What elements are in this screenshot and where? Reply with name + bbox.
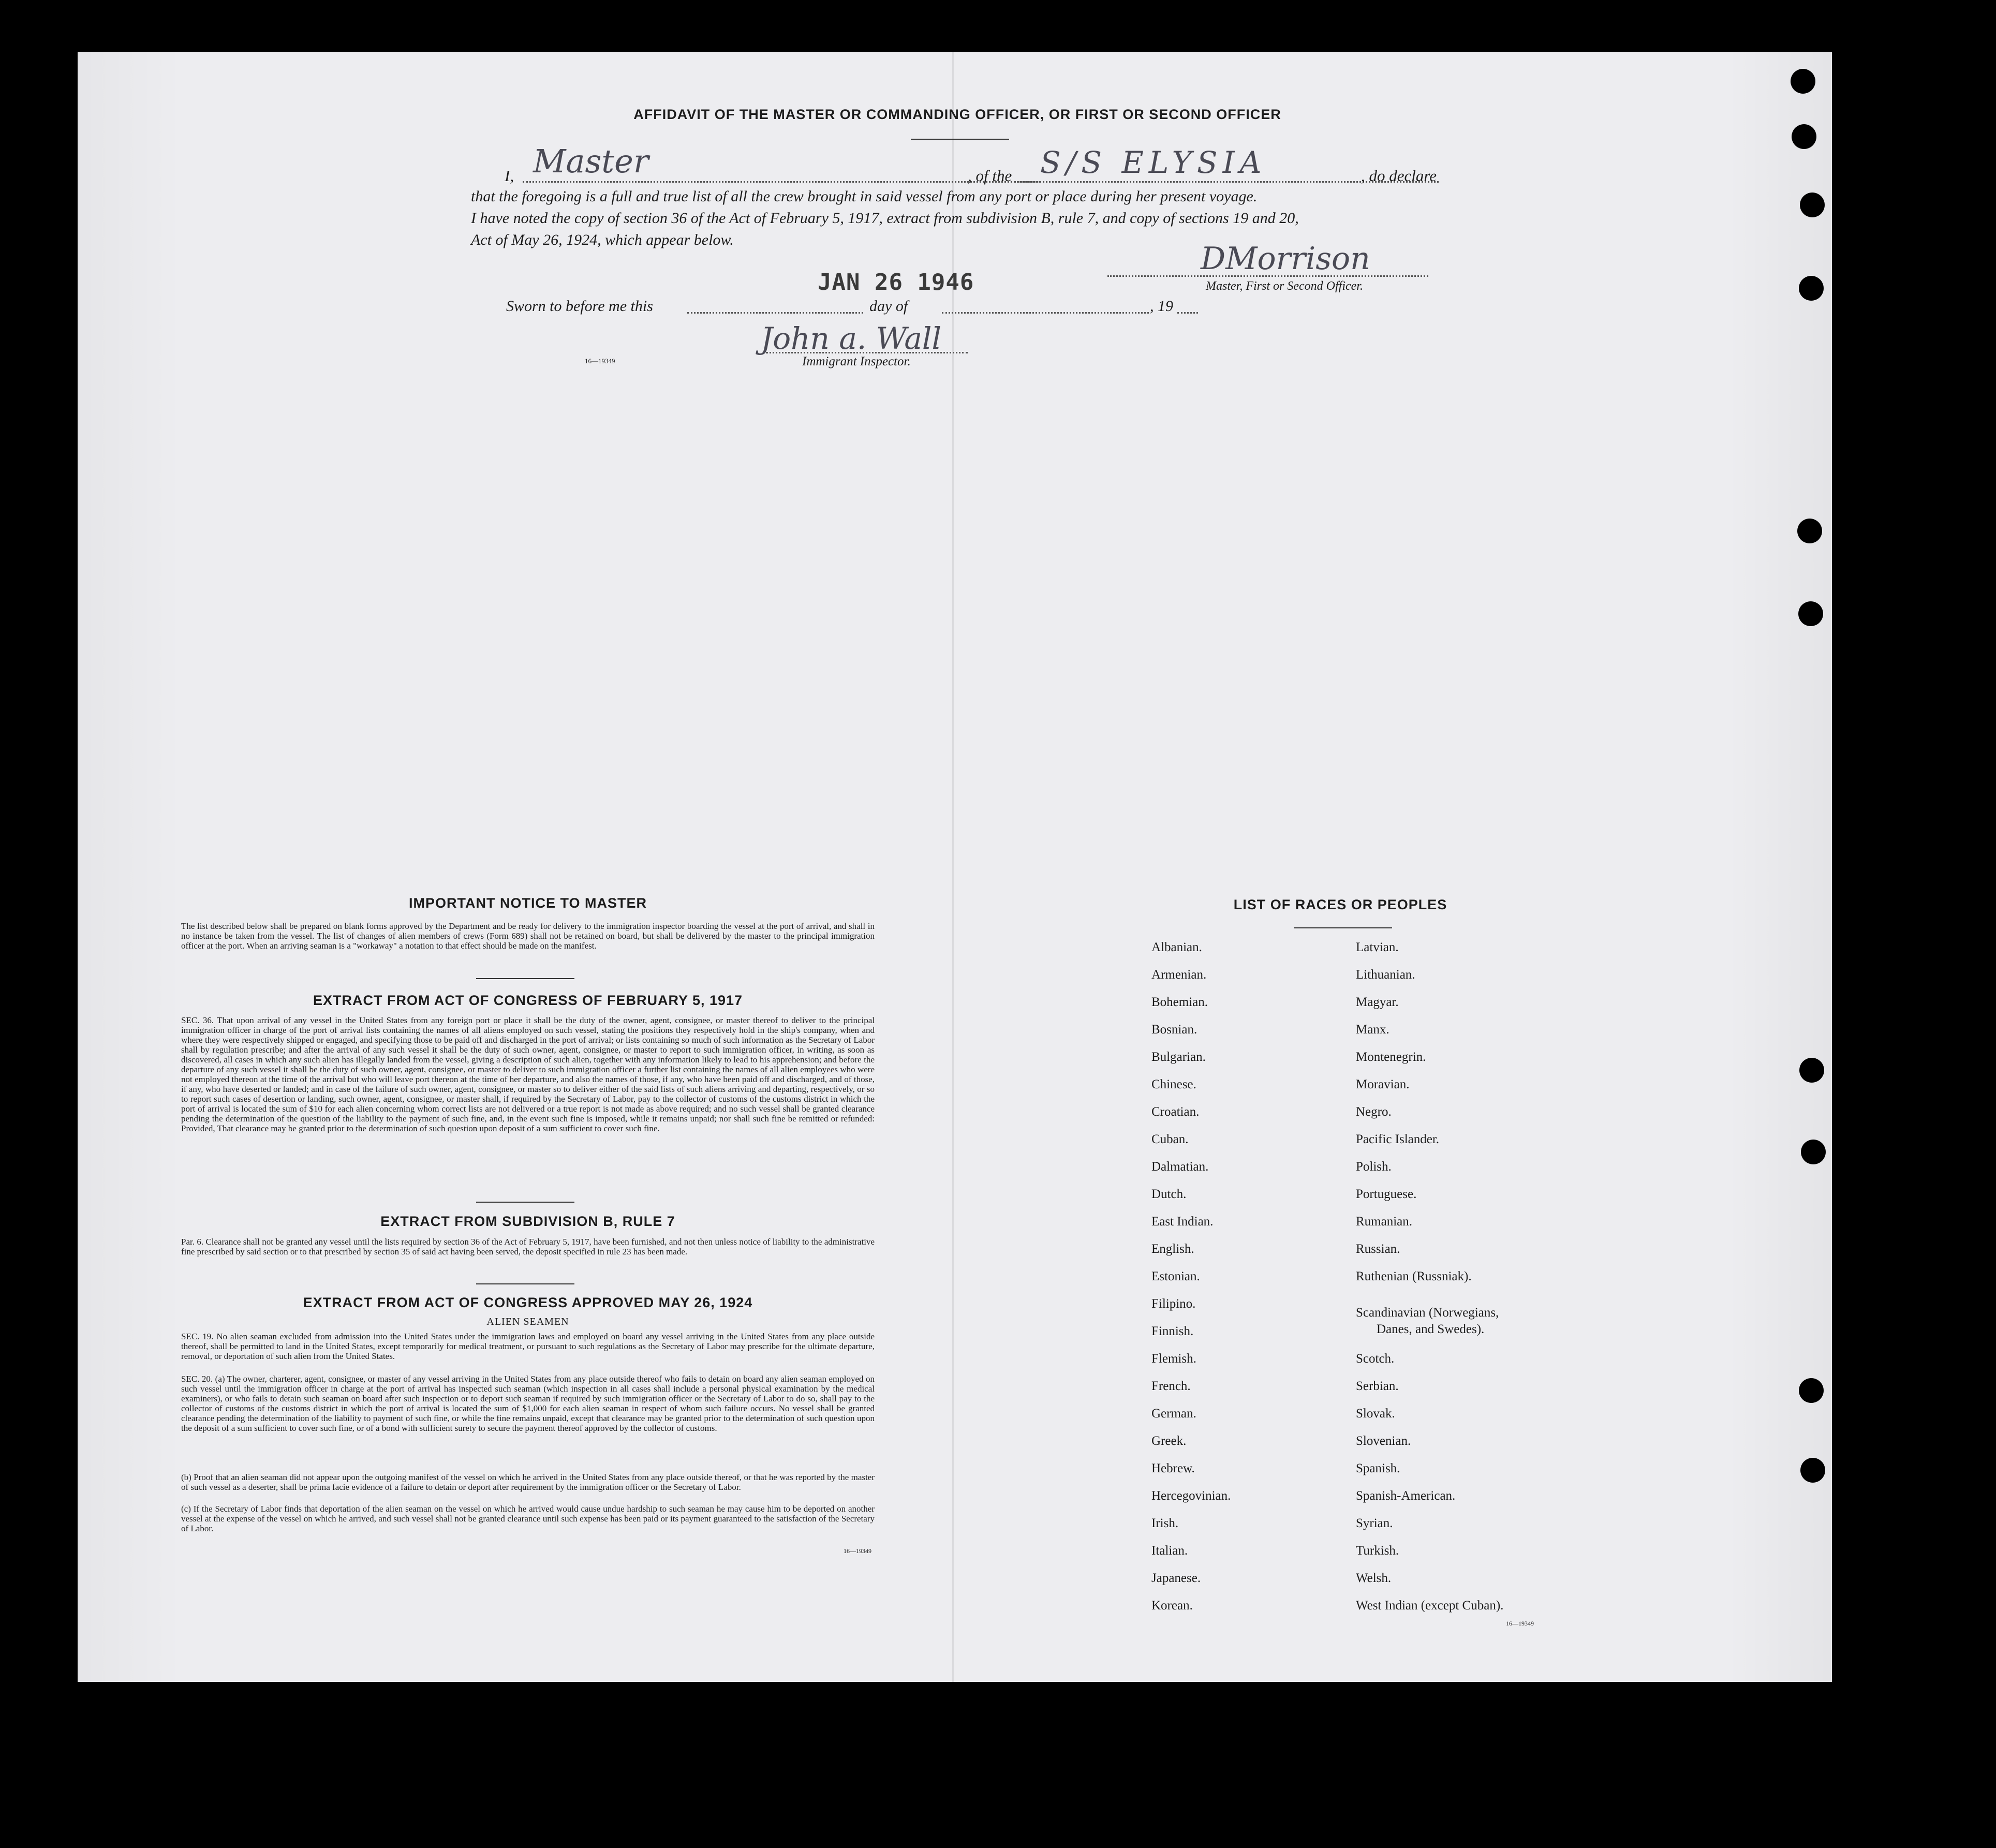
affidavit-line-2: that the foregoing is a full and true list of all the crew brought in said vessel from any port or place during her present voyage. <box>471 188 1258 205</box>
extract-1924-form-number: 16—19349 <box>844 1547 871 1555</box>
race-item: Scandinavian (Norwegians, <box>1356 1306 1499 1320</box>
race-item: Negro. <box>1356 1105 1392 1119</box>
race-item: English. <box>1151 1242 1194 1256</box>
extract-1917-rule <box>476 1202 574 1203</box>
subdivision-b-rule <box>476 1283 574 1284</box>
notice-rule <box>476 978 574 979</box>
race-item: Portuguese. <box>1356 1187 1417 1201</box>
punch-hole <box>1799 1058 1824 1083</box>
punch-hole <box>1797 519 1822 543</box>
race-item: East Indian. <box>1151 1215 1214 1229</box>
notice-body: The list described below shall be prepared on blank forms approved by the Department and be ready for delivery to the immigration inspector boarding the vessel at the port of arrival, and shall in no instance be taken from the vessel. The list of changes of alien members of crews (Form 689) shall not be retained on board, but shall be delivered by the master to the principal immigration officer at the port. When an arriving seaman is a "workaway" a notation to that effect should be made on the manifest. <box>181 921 875 951</box>
race-item: Serbian. <box>1356 1379 1399 1393</box>
inspector-signature-line <box>766 352 968 353</box>
punch-hole <box>1801 1140 1826 1164</box>
race-item: Chinese. <box>1151 1077 1196 1091</box>
race-item: Montenegrin. <box>1356 1050 1426 1064</box>
notice-title: IMPORTANT NOTICE TO MASTER <box>409 895 647 911</box>
race-item: Latvian. <box>1356 940 1399 954</box>
race-item: Estonian. <box>1151 1269 1200 1283</box>
title-rule <box>911 139 1009 140</box>
affidavit-line-4: Act of May 26, 1924, which appear below. <box>471 231 734 248</box>
race-item: West Indian (except Cuban). <box>1356 1599 1504 1613</box>
inspector-caption: Immigrant Inspector. <box>802 354 911 368</box>
races-form-number: 16—19349 <box>1506 1620 1534 1627</box>
affidavit-form-number: 16—19349 <box>585 357 615 365</box>
sworn-label: Sworn to before me this <box>506 298 653 315</box>
extract-1924-subtitle: ALIEN SEAMEN <box>486 1316 569 1327</box>
sworn-month-line <box>942 312 1149 314</box>
race-item: Spanish-American. <box>1356 1489 1456 1503</box>
punch-hole <box>1799 276 1824 301</box>
punch-hole <box>1798 601 1823 626</box>
handwritten-vessel: S/S ELYSIA <box>1040 145 1267 180</box>
race-item: Korean. <box>1151 1599 1193 1613</box>
race-item: Polish. <box>1356 1160 1392 1174</box>
punch-hole <box>1799 1378 1824 1403</box>
race-item: Syrian. <box>1356 1516 1393 1530</box>
extract-1924-title: EXTRACT FROM ACT OF CONGRESS APPROVED MAY 26, 1924 <box>303 1295 753 1310</box>
race-item: Dutch. <box>1151 1187 1187 1201</box>
race-item: Lithuanian. <box>1356 968 1415 982</box>
center-fold <box>952 52 954 1682</box>
date-stamp: JAN 26 1946 <box>818 269 974 295</box>
races-rule <box>1294 927 1392 928</box>
race-item: Welsh. <box>1356 1571 1392 1585</box>
race-item: Pacific Islander. <box>1356 1132 1440 1146</box>
extract-1924-sec20b: (b) Proof that an alien seaman did not appear upon the outgoing manifest of the vessel on which he arrived in the United States from any place outside thereof, or that he was reported by the master of such vessel as a deserter, shall be prima facie evidence of a failure to detain or deport after requirement by the immigration officer or the Secretary of Labor. <box>181 1472 875 1492</box>
race-item: Filipino. <box>1151 1297 1196 1311</box>
race-item: German. <box>1151 1407 1196 1421</box>
year-prefix-label: , 19 <box>1150 298 1173 315</box>
day-of-label: day of <box>869 298 908 315</box>
extract-1924-sec20a: SEC. 20. (a) The owner, charterer, agent, consignee, or master of any vessel arriving in the United States from any place outside thereof who fails to detain on board any alien seaman employed on such vessel until the immigration officer in charge at the port of arrival has inspected such seaman (which inspection in all cases shall include a personal physical examination by the medical examiners), or who fails to detain such seaman on board after such inspection or to deport such seaman if required by such immigration officer or the Secretary of Labor to do so, shall pay to the collector of customs of the customs district in which the port of arrival is located the sum of $1,000 for each alien seaman in respect of whom such failure occurs. No vessel shall be granted clearance pending the determination of the liability to payment of such fine, or while the fine remains unpaid, except that clearance may be granted prior to the determination of such question upon the deposit of a sum sufficient to cover such fine, or of a bond with sufficient surety to secure the payment thereof approved by the collector of customs. <box>181 1374 875 1433</box>
race-item: Dalmatian. <box>1151 1160 1209 1174</box>
form-page <box>78 52 1832 1682</box>
extract-1917-body: SEC. 36. That upon arrival of any vessel in the United States from any foreign port or place it shall be the duty of the owner, agent, consignee, or master thereof to deliver to the principal immigration officer in charge of the port of arrival lists containing the names of all aliens employed on such vessel, stating the positions they respectively hold in the ship's company, when and where they were respectively shipped or engaged, and specifying those to be paid off and discharged in the port of arrival; or lists containing so much of such information as the Secretary of Labor shall by regulation prescribe; and after the arrival of any such vessel it shall be the duty of such owner, agent, consignee, or master to report to such immigration officer, in writing, as soon as discovered, all cases in which any such alien has illegally landed from the vessel, giving a description of such alien, together with any information likely to lead to his apprehension; and before the departure of any such vessel it shall be the duty of such owner, agent, consignee, or master to deliver to such immigration officer a further list containing the names of all alien employees who were not employed thereon at the time of the arrival but who will leave port thereon at the time of her departure, and also the names of those, if any, who have been paid off and discharged, and of those, if any, who have deserted or landed; and in case of the failure of such owner, agent, consignee, or master so to deliver either of the said lists of such aliens arriving and departing, respectively, or so to report such cases of desertion or landing, such owner, agent, consignee, or master shall, if required by the Secretary of Labor, pay to the collector of customs of the customs district in which the port of arrival is located the sum of $10 for each alien concerning whom correct lists are not delivered or a true report is not made as above required; and no such vessel shall be granted clearance pending the determination of the question of the liability to the payment of such fine, and, in the event such fine is imposed, while it remains unpaid; nor shall such fine be remitted or refunded: Provided, That clearance may be granted prior to the determination of such question upon deposit of a sum sufficient to cover such fine. <box>181 1015 875 1133</box>
race-item: Rumanian. <box>1356 1215 1413 1229</box>
race-item: Bosnian. <box>1151 1023 1197 1037</box>
punch-hole <box>1791 69 1815 94</box>
race-item: Bohemian. <box>1151 995 1208 1009</box>
race-item: Moravian. <box>1356 1077 1410 1091</box>
race-item: Slovak. <box>1356 1407 1395 1421</box>
race-item: Japanese. <box>1151 1571 1201 1585</box>
inspector-signature: John a. Wall <box>761 321 942 356</box>
name-dotted-line <box>523 181 1040 183</box>
race-item: Hebrew. <box>1151 1461 1195 1475</box>
punch-hole <box>1800 1458 1825 1483</box>
race-item: Bulgarian. <box>1151 1050 1206 1064</box>
race-item: Italian. <box>1151 1544 1188 1558</box>
race-item: Russian. <box>1356 1242 1400 1256</box>
extract-1924-sec20c: (c) If the Secretary of Labor finds that deportation of the alien seaman on the vessel on which he arrived would cause undue hardship to such seaman he may cause him to be deported on another vessel at the expense of the vessel on which he arrived, and such vessel shall not be granted clearance until such expense has been paid or its payment guaranteed to the satisfaction of the Secretary of Labor. <box>181 1504 875 1533</box>
race-item: Finnish. <box>1151 1324 1194 1338</box>
race-item: Cuban. <box>1151 1132 1189 1146</box>
race-item: Manx. <box>1356 1023 1389 1037</box>
race-item: Magyar. <box>1356 995 1399 1009</box>
sworn-year-line <box>1177 312 1198 314</box>
extract-1917-title: EXTRACT FROM ACT OF CONGRESS OF FEBRUARY 5, 1917 <box>313 993 743 1008</box>
race-item: Ruthenian (Russniak). <box>1356 1269 1472 1283</box>
race-item: Scotch. <box>1356 1352 1395 1366</box>
affidavit-title: AFFIDAVIT OF THE MASTER OR COMMANDING OFFICER, OR FIRST OR SECOND OFFICER <box>633 107 1281 122</box>
race-item: Turkish. <box>1356 1544 1399 1558</box>
officer-signature-line <box>1107 275 1428 277</box>
handwritten-name: Master <box>533 142 649 180</box>
race-item: Greek. <box>1151 1434 1187 1448</box>
subdivision-b-title: EXTRACT FROM SUBDIVISION B, RULE 7 <box>380 1214 675 1229</box>
affidavit-line-3: I have noted the copy of section 36 of the Act of February 5, 1917, extract from subdivision B, rule 7, and copy of sections 19 and 20, <box>471 210 1299 227</box>
sworn-day-line <box>687 312 863 314</box>
races-title: LIST OF RACES OR PEOPLES <box>1233 897 1447 912</box>
race-item: Croatian. <box>1151 1105 1200 1119</box>
race-item: Slovenian. <box>1356 1434 1411 1448</box>
race-item: Flemish. <box>1151 1352 1196 1366</box>
affidavit-i-label: I, <box>505 167 514 185</box>
race-item: Hercegovinian. <box>1151 1489 1231 1503</box>
race-item: Spanish. <box>1356 1461 1400 1475</box>
race-item: Irish. <box>1151 1516 1179 1530</box>
officer-signature: DMorrison <box>1201 241 1370 277</box>
punch-hole <box>1792 124 1816 149</box>
race-item: Armenian. <box>1151 968 1207 982</box>
extract-1924-sec19: SEC. 19. No alien seaman excluded from admission into the United States under the immigration laws and employed on board any vessel arriving in the United States from any place outside thereof, shall be permitted to land in the United States, except temporarily for medical treatment, or pursuant to such regulations as the Secretary of Labor may prescribe for the ultimate departure, removal, or deportation of such alien from the United States. <box>181 1332 875 1361</box>
race-item: Albanian. <box>1151 940 1202 954</box>
subdivision-b-body: Par. 6. Clearance shall not be granted any vessel until the lists required by section 36 of the Act of February 5, 1917, have been furnished, and not then unless notice of liability to the administrative fine prescribed by said section or to that prescribed by section 35 of said act having been served, the deposit specified in rule 23 has been made. <box>181 1237 875 1256</box>
officer-caption: Master, First or Second Officer. <box>1206 279 1363 293</box>
punch-hole <box>1800 193 1825 217</box>
race-item: French. <box>1151 1379 1191 1393</box>
do-declare-label: , do declare <box>1361 167 1437 185</box>
of-the-label: , of the <box>968 167 1012 185</box>
race-item: Danes, and Swedes). <box>1377 1322 1485 1336</box>
